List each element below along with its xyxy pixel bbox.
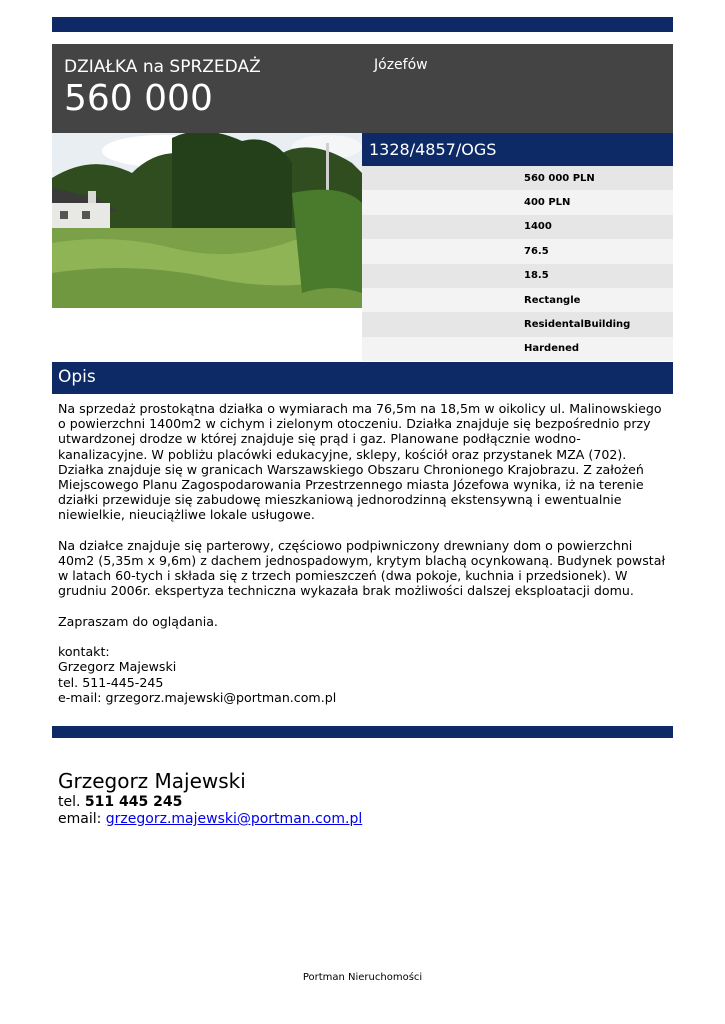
property-photo — [52, 133, 362, 308]
agent-email-link[interactable]: grzegorz.majewski@portman.com.pl — [105, 811, 363, 827]
detail-row-price-per-m2 — [362, 190, 673, 214]
detail-row-access-road — [362, 337, 673, 361]
detail-value: 400 PLN — [524, 197, 571, 209]
section-divider-bar — [52, 726, 673, 738]
description-body — [58, 401, 670, 705]
description-paragraph: Na sprzedaż prostokątna działka o wymiarach ma 76,5m na 18,5m w oikolicy ul. Malinowskiego o powierzchni 1400m2 w cichym i zielonym otoczeniu. Działka znajduje się bezpośrednio przy utwardzonej drodze w której znajduje się prąd i gaz. Planowane podłącznie wodno-kanalizacyjne. W pobliżu placówki edukacyjne, sklepy, kościół oraz przystanek MZA (702). Działka znajduje się w granicach Warszawskiego Obszaru Chronionego Krajobrazu. Z założeń Miejscowego Planu Zagospodarowania Przestrzennego miasta Józefowa wynika, iż na terenie działki przewiduje się zabudowę mieszkaniową jednorodzinną ekstensywną i ewentualnie niewielkie, nieuciążliwe lokale usługowe. — [58, 401, 662, 523]
detail-value: 1400 — [524, 221, 552, 233]
agent-phone-line — [58, 794, 362, 811]
detail-value: 18.5 — [524, 270, 549, 282]
detail-row-shape — [362, 288, 673, 312]
agent-email-label: email: — [58, 811, 102, 827]
description-contact — [58, 644, 670, 705]
detail-value: ResidentalBuilding — [524, 319, 631, 331]
agent-card — [58, 768, 362, 828]
listing-city: Józefów — [374, 57, 428, 73]
contact-line: tel. 511-445-245 — [58, 674, 164, 690]
listing-details-panel — [362, 133, 673, 361]
detail-value: 76.5 — [524, 245, 549, 257]
top-accent-bar — [52, 17, 673, 32]
detail-row-price — [362, 166, 673, 190]
detail-value: 560 000 PLN — [524, 172, 595, 184]
description-heading: Opis — [52, 362, 673, 394]
contact-line: e-mail: grzegorz.majewski@portman.com.pl — [58, 689, 337, 705]
detail-row-width — [362, 264, 673, 288]
detail-row-purpose — [362, 312, 673, 336]
agent-name: Grzegorz Majewski — [58, 769, 246, 793]
contact-line: kontakt: — [58, 644, 110, 660]
detail-row-area — [362, 215, 673, 239]
listing-id: 1328/4857/OGS — [362, 133, 673, 166]
description-paragraph: Na działce znajduje się parterowy, częściowo podpiwniczony drewniany dom o powierzchni 40m2 (5,35m x 9,6m) z dachem jednospadowym, krytym blachą ocynkowaną. Budynek powstał w latach 60-tych i składa się z trzech pomieszczeń (dwa pokoje, kuchnia i przedsionek). W grudniu 2006r. ekspertyza techniczna wykazała brak możliwości dalszej eksploatacji domu. — [58, 537, 666, 599]
listing-price: 560 000 — [64, 78, 213, 119]
property-photo-image — [52, 133, 362, 308]
detail-value: Rectangle — [524, 294, 581, 306]
contact-line: Grzegorz Majewski — [58, 659, 177, 675]
detail-row-length — [362, 239, 673, 263]
description-paragraph: Zapraszam do oglądania. — [58, 613, 218, 629]
agent-phone: 511 445 245 — [84, 794, 183, 810]
agent-phone-label: tel. — [58, 794, 81, 810]
listing-type: DZIAŁKA na SPRZEDAŻ — [64, 57, 261, 77]
details-table — [362, 166, 673, 361]
footer-text: Portman Nieruchomości — [302, 972, 423, 983]
listing-header — [52, 44, 673, 133]
agent-email-line — [58, 811, 362, 828]
detail-value: Hardened — [524, 343, 580, 355]
